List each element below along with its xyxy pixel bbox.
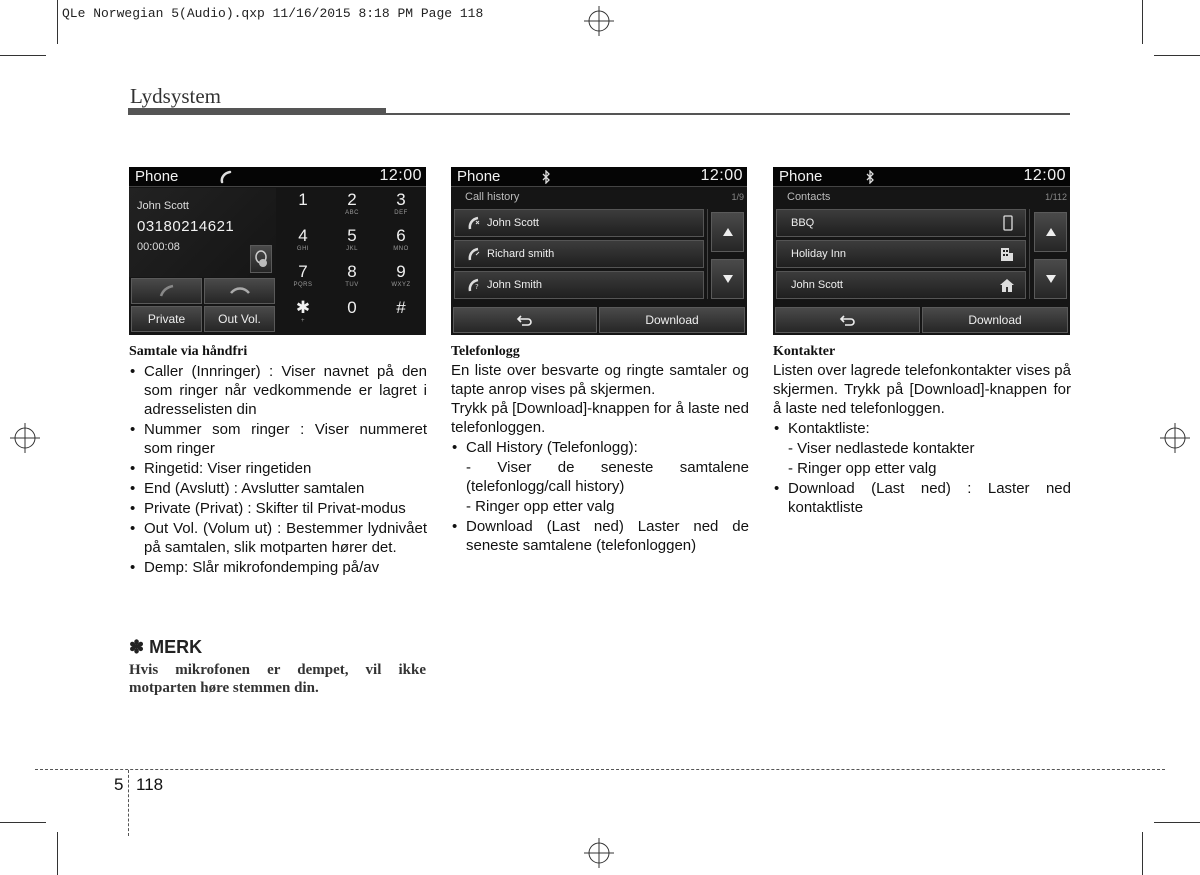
bluetooth-icon [541, 170, 551, 184]
feature-list [129, 362, 427, 577]
crop-mark [57, 0, 58, 44]
column-heading: Kontakter [773, 344, 836, 359]
key-digit: 3 [396, 190, 406, 209]
key-digit: 6 [396, 226, 406, 245]
list-item: • Demp: Slår mikrofondemping på/av [129, 558, 427, 577]
chapter-number: 5 [114, 775, 124, 794]
crop-mark [1142, 832, 1143, 875]
key-letters: ABC [345, 210, 359, 216]
crop-mark [1154, 822, 1200, 823]
key-letters: WXYZ [391, 282, 411, 288]
outgoing-call-icon [467, 246, 481, 262]
key-digit: 8 [347, 262, 357, 281]
key-digit: 1 [298, 190, 308, 209]
down-arrow-icon [1045, 274, 1057, 284]
screen-header [773, 167, 1070, 187]
call-history-name: John Scott [487, 217, 539, 229]
screen-time: 12:00 [379, 167, 422, 184]
screen-title: Phone [457, 168, 501, 185]
key-digit: # [396, 298, 406, 317]
feature-list [773, 419, 1071, 517]
keypad-key[interactable] [328, 226, 376, 262]
keypad-key[interactable] [328, 298, 376, 334]
keypad-key[interactable] [377, 190, 425, 226]
key-letters: MNO [393, 246, 409, 252]
key-letters: + [300, 318, 305, 324]
column-contacts [773, 343, 1071, 517]
registration-mark-icon [584, 838, 614, 868]
crop-mark [1154, 55, 1200, 56]
list-item: • End (Avslutt) : Avslutter samtalen [129, 479, 427, 498]
call-history-item[interactable] [454, 209, 704, 237]
contact-name: Holiday Inn [791, 248, 847, 260]
contact-item[interactable] [776, 209, 1026, 237]
caller-name: John Scott [137, 200, 189, 212]
key-digit: 5 [347, 226, 357, 245]
download-label: Download [645, 313, 699, 327]
scroll-up-button[interactable] [711, 212, 744, 252]
call-history-screen [451, 167, 747, 335]
paragraph: Listen over lagrede telefonkontakter vises på skjermen. Trykk på [Download]-knappen for å laste ned telefonloggen. [773, 362, 1071, 417]
phone-call-screen [129, 167, 426, 335]
key-letters: GHI [296, 246, 310, 252]
footer-rule [35, 769, 1165, 770]
key-letters: DEF [394, 210, 408, 216]
back-arrow-icon [839, 313, 857, 327]
key-digit: 7 [298, 262, 308, 281]
download-button[interactable] [922, 307, 1068, 333]
list-item: • Kontaktliste: [773, 419, 1071, 438]
out-vol-button[interactable] [204, 306, 275, 332]
list-item: • Download (Last ned) : Laster ned kontaktliste [773, 479, 1071, 517]
home-icon [999, 278, 1015, 292]
list-item: • Caller (Innringer) : Viser navnet på den som ringer når vedkommende er lagret i adresselisten din [129, 362, 427, 419]
scroll-down-button[interactable] [1034, 259, 1067, 299]
keypad [277, 188, 426, 335]
call-info-panel [129, 188, 276, 277]
scroll-divider [707, 209, 708, 299]
key-digit: 4 [298, 226, 308, 245]
key-letters: PQRS [293, 282, 313, 288]
back-arrow-icon [516, 313, 534, 327]
registration-mark-icon [584, 6, 614, 36]
screen-header [129, 167, 426, 187]
scroll-up-button[interactable] [1034, 212, 1067, 252]
column-call-log [451, 343, 749, 555]
contact-item[interactable] [776, 271, 1026, 299]
key-letters: JKL [346, 246, 358, 252]
note-text: Hvis mikrofonen er dempet, vil ikke motparten høre stemmen din. [129, 662, 426, 696]
crop-mark [57, 832, 58, 875]
scroll-divider [1029, 209, 1030, 299]
up-arrow-icon [1045, 227, 1057, 237]
keypad-key[interactable] [279, 190, 327, 226]
call-icon [157, 284, 177, 298]
keypad-key[interactable] [279, 298, 327, 334]
sub-list-item: - Ringer opp etter valg [788, 460, 937, 477]
key-letters: TUV [345, 282, 359, 288]
call-history-name: Richard smith [487, 248, 555, 260]
key-digit: ✱ [295, 298, 311, 317]
title-rule [128, 108, 386, 115]
keypad-key[interactable] [328, 262, 376, 298]
footer-rule [128, 770, 129, 836]
crop-mark [1142, 0, 1143, 44]
call-history-item[interactable] [454, 240, 704, 268]
screen-time: 12:00 [700, 167, 743, 184]
paragraph: Trykk på [Download]-knappen for å laste ned telefonloggen. [451, 400, 749, 436]
list-subtitle: Call history [465, 191, 520, 203]
list-item: • Download (Last ned) Laster ned de seneste samtalene (telefonloggen) [451, 517, 749, 555]
incoming-call-icon [467, 215, 481, 231]
print-header: QLe Norwegian 5(Audio).qxp 11/16/2015 8:18 PM Page 118 [62, 6, 484, 21]
crop-mark [0, 55, 46, 56]
call-history-item[interactable] [454, 271, 704, 299]
section-title: Lydsystem [130, 84, 222, 108]
keypad-key[interactable] [328, 190, 376, 226]
screen-title: Phone [779, 168, 823, 185]
screen-header [451, 167, 747, 187]
back-button[interactable] [453, 307, 597, 333]
keypad-key[interactable] [279, 226, 327, 262]
back-button[interactable] [775, 307, 920, 333]
list-item: • Call History (Telefonlogg): [451, 438, 749, 457]
sub-list-item: - Viser nedlastede kontakter [788, 440, 975, 457]
page-number: 118 [136, 775, 164, 794]
page-indicator: 1/112 [1045, 192, 1067, 202]
end-call-icon [229, 285, 251, 297]
list-item: • Out Vol. (Volum ut) : Bestemmer lydnivået på samtalen, slik motparten hører det. [129, 519, 427, 557]
list-item: • Private (Privat) : Skifter til Privat-modus [129, 499, 427, 518]
contact-item[interactable] [776, 240, 1026, 268]
column-heading: Telefonlogg [451, 344, 520, 359]
private-label: Private [147, 312, 186, 326]
call-history-name: John Smith [487, 279, 543, 291]
feature-list [451, 438, 749, 555]
registration-mark-icon [10, 423, 40, 453]
keypad-key[interactable] [377, 298, 425, 334]
handset-icon [219, 170, 233, 184]
registration-mark-icon [1160, 423, 1190, 453]
accept-call-button[interactable] [131, 278, 202, 304]
key-digit: 9 [396, 262, 406, 281]
keypad-key[interactable] [279, 262, 327, 298]
screen-time: 12:00 [1023, 167, 1066, 184]
mute-button[interactable] [250, 245, 272, 273]
list-item: • Nummer som ringer : Viser nummeret som ringer [129, 420, 427, 458]
note-title: ✽ MERK [129, 637, 203, 657]
download-button[interactable] [599, 307, 745, 333]
keypad-key[interactable] [377, 226, 425, 262]
end-call-button[interactable] [204, 278, 275, 304]
list-item: • Ringetid: Viser ringetiden [129, 459, 427, 478]
office-building-icon [1000, 246, 1014, 262]
caller-number: 03180214621 [137, 218, 235, 235]
out-vol-label: Out Vol. [218, 312, 261, 326]
mobile-phone-icon [1003, 215, 1013, 231]
download-label: Download [968, 313, 1022, 327]
column-handsfree [129, 343, 427, 577]
contacts-screen [773, 167, 1070, 335]
key-digit: 2 [347, 190, 357, 209]
page-indicator: 1/9 [731, 192, 744, 202]
column-heading: Samtale via håndfri [129, 344, 248, 359]
crop-mark [0, 822, 46, 823]
scroll-down-button[interactable] [711, 259, 744, 299]
paragraph: En liste over besvarte og ringte samtaler og tapte anrop vises på skjermen. [451, 362, 749, 398]
missed-call-icon [467, 277, 481, 293]
private-button[interactable] [131, 306, 202, 332]
list-subtitle: Contacts [787, 191, 831, 203]
mute-mic-icon [254, 249, 268, 269]
svg-text:?: ? [475, 283, 479, 291]
call-duration: 00:00:08 [137, 241, 180, 253]
screen-title: Phone [135, 168, 179, 185]
bluetooth-icon [865, 170, 875, 184]
down-arrow-icon [722, 274, 734, 284]
title-rule [386, 113, 1070, 115]
keypad-key[interactable] [377, 262, 425, 298]
contact-name: BBQ [791, 217, 815, 229]
up-arrow-icon [722, 227, 734, 237]
sub-list-item: - Ringer opp etter valg [466, 498, 615, 515]
contact-name: John Scott [791, 279, 843, 291]
sub-list-item: - Viser de seneste samtalene (telefonlogg/call history) [466, 459, 749, 495]
key-digit: 0 [347, 298, 357, 317]
